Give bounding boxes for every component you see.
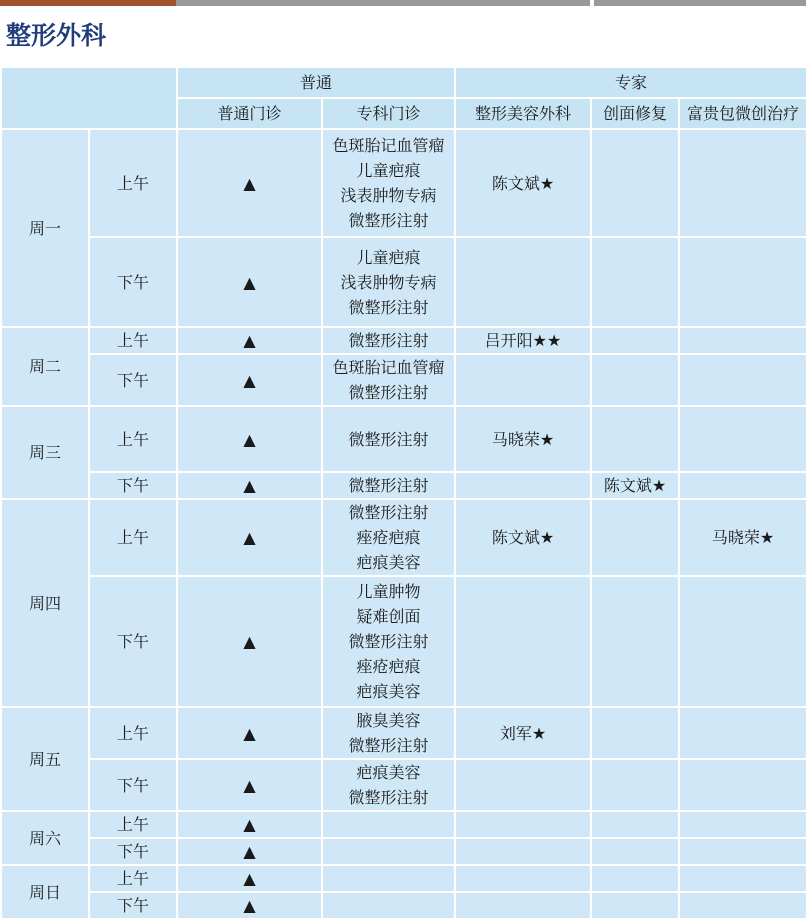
general-clinic-cell: ▲ — [177, 327, 322, 354]
plastic-surgery-cell — [455, 865, 591, 892]
specialty-item: 微整形注射 — [348, 297, 429, 317]
table-row — [1, 892, 806, 919]
schedule-table — [0, 66, 806, 920]
day-cell: 周四 — [1, 499, 89, 707]
table-row — [1, 838, 806, 865]
specialty-clinic-cell — [322, 892, 455, 919]
day-cell: 周三 — [1, 406, 89, 499]
wound-repair-cell: 陈文斌★ — [591, 472, 679, 499]
specialty-clinic-cell — [322, 327, 455, 354]
general-clinic-cell: ▲ — [177, 865, 322, 892]
minimally-invasive-cell — [679, 406, 806, 472]
specialty-item: 儿童肿物 — [356, 582, 421, 601]
specialty-item: 色斑胎记血管瘤 — [332, 358, 445, 377]
table-row — [1, 707, 806, 759]
wound-repair-cell — [591, 406, 679, 472]
day-cell: 周一 — [1, 129, 89, 327]
minimally-invasive-cell: 马晓荣★ — [679, 499, 806, 576]
table-row — [1, 129, 806, 237]
table-row — [1, 811, 806, 838]
general-clinic-cell: ▲ — [177, 472, 322, 499]
table-row — [1, 499, 806, 576]
top-accent-bar — [0, 0, 806, 6]
wound-repair-cell — [591, 892, 679, 919]
specialty-item: 色斑胎记血管瘤 — [332, 136, 445, 155]
page-title: 整形外科 — [6, 21, 107, 50]
general-clinic-cell: ▲ — [177, 237, 322, 327]
day-cell: 周二 — [1, 327, 89, 406]
specialty-item: 儿童疤痕 — [356, 247, 421, 267]
specialty-item: 疑难创面 — [356, 607, 421, 626]
accent-bar-gap — [590, 0, 594, 6]
table-row — [1, 576, 806, 707]
wound-repair-cell — [591, 707, 679, 759]
period-cell: 上午 — [89, 327, 177, 354]
plastic-surgery-cell: 马晓荣★ — [455, 406, 591, 472]
plastic-surgery-cell — [455, 472, 591, 499]
plastic-surgery-cell: 陈文斌★ — [455, 499, 591, 576]
header-specialty-clinic: 专科门诊 — [322, 98, 455, 129]
plastic-surgery-cell — [455, 354, 591, 406]
minimally-invasive-cell — [679, 354, 806, 406]
period-cell: 上午 — [89, 811, 177, 838]
accent-bar-gray — [176, 0, 806, 6]
period-cell: 上午 — [89, 129, 177, 237]
day-cell: 周六 — [1, 811, 89, 865]
specialty-clinic-cell — [322, 707, 455, 759]
period-cell: 上午 — [89, 406, 177, 472]
header-minimally-invasive: 富贵包微创治疗 — [679, 98, 806, 129]
period-cell: 下午 — [89, 576, 177, 707]
specialty-clinic-cell — [322, 472, 455, 499]
header-general-clinic: 普通门诊 — [177, 98, 322, 129]
wound-repair-cell — [591, 838, 679, 865]
plastic-surgery-cell — [455, 811, 591, 838]
specialty-clinic-cell — [322, 237, 455, 327]
plastic-surgery-cell — [455, 237, 591, 327]
table-row — [1, 759, 806, 811]
specialty-item: 疤痕美容 — [356, 763, 421, 782]
specialty-item: 微整形注射 — [348, 331, 429, 350]
general-clinic-cell: ▲ — [177, 892, 322, 919]
specialty-clinic-cell — [322, 499, 455, 576]
day-cell: 周日 — [1, 865, 89, 919]
specialty-item: 疤痕美容 — [356, 553, 421, 572]
header-wound-repair: 创面修复 — [591, 98, 679, 129]
wound-repair-cell — [591, 811, 679, 838]
specialty-item: 浅表肿物专病 — [340, 186, 437, 205]
table-row — [1, 865, 806, 892]
table-row — [1, 327, 806, 354]
specialty-item: 微整形注射 — [348, 476, 429, 495]
wound-repair-cell — [591, 865, 679, 892]
plastic-surgery-cell — [455, 759, 591, 811]
minimally-invasive-cell — [679, 472, 806, 499]
plastic-surgery-cell: 吕开阳★★ — [455, 327, 591, 354]
minimally-invasive-cell — [679, 707, 806, 759]
general-clinic-cell: ▲ — [177, 707, 322, 759]
general-clinic-cell: ▲ — [177, 129, 322, 237]
general-clinic-cell: ▲ — [177, 354, 322, 406]
specialty-item: 儿童疤痕 — [356, 161, 421, 180]
specialty-clinic-cell — [322, 129, 455, 237]
wound-repair-cell — [591, 237, 679, 327]
plastic-surgery-cell — [455, 576, 591, 707]
plastic-surgery-cell: 陈文斌★ — [455, 129, 591, 237]
wound-repair-cell — [591, 354, 679, 406]
specialty-item: 微整形注射 — [348, 211, 429, 230]
wound-repair-cell — [591, 327, 679, 354]
header-group-expert: 专家 — [455, 67, 806, 98]
specialty-item: 微整形注射 — [348, 736, 429, 755]
table-row — [1, 237, 806, 327]
specialty-clinic-cell — [322, 759, 455, 811]
minimally-invasive-cell — [679, 237, 806, 327]
specialty-item: 痤疮疤痕 — [356, 657, 421, 676]
specialty-item: 微整形注射 — [348, 383, 429, 402]
minimally-invasive-cell — [679, 129, 806, 237]
wound-repair-cell — [591, 576, 679, 707]
minimally-invasive-cell — [679, 576, 806, 707]
general-clinic-cell: ▲ — [177, 499, 322, 576]
wound-repair-cell — [591, 759, 679, 811]
specialty-item: 微整形注射 — [348, 632, 429, 651]
plastic-surgery-cell: 刘军★ — [455, 707, 591, 759]
minimally-invasive-cell — [679, 759, 806, 811]
general-clinic-cell: ▲ — [177, 759, 322, 811]
specialty-clinic-cell — [322, 406, 455, 472]
period-cell: 上午 — [89, 707, 177, 759]
minimally-invasive-cell — [679, 327, 806, 354]
general-clinic-cell: ▲ — [177, 576, 322, 707]
general-clinic-cell: ▲ — [177, 811, 322, 838]
header-plastic-surgery: 整形美容外科 — [455, 98, 591, 129]
specialty-item: 浅表肿物专病 — [340, 272, 437, 292]
period-cell: 下午 — [89, 892, 177, 919]
specialty-item: 腋臭美容 — [356, 711, 421, 730]
minimally-invasive-cell — [679, 838, 806, 865]
plastic-surgery-cell — [455, 838, 591, 865]
wound-repair-cell — [591, 499, 679, 576]
plastic-surgery-cell — [455, 892, 591, 919]
specialty-item: 疤痕美容 — [356, 682, 421, 701]
table-row — [1, 406, 806, 472]
general-clinic-cell: ▲ — [177, 838, 322, 865]
accent-bar-brown — [0, 0, 176, 6]
specialty-item: 痤疮疤痕 — [356, 528, 421, 547]
table-row — [1, 354, 806, 406]
specialty-item: 微整形注射 — [348, 788, 429, 807]
specialty-item: 微整形注射 — [348, 503, 429, 522]
table-row — [1, 472, 806, 499]
specialty-clinic-cell — [322, 811, 455, 838]
header-corner — [1, 67, 177, 129]
period-cell: 上午 — [89, 499, 177, 576]
period-cell: 下午 — [89, 354, 177, 406]
header-row-groups — [1, 67, 806, 98]
period-cell: 下午 — [89, 237, 177, 327]
specialty-item: 微整形注射 — [348, 429, 429, 449]
specialty-clinic-cell — [322, 354, 455, 406]
day-cell: 周五 — [1, 707, 89, 811]
minimally-invasive-cell — [679, 892, 806, 919]
period-cell: 下午 — [89, 472, 177, 499]
specialty-clinic-cell — [322, 865, 455, 892]
header-group-general: 普通 — [177, 67, 455, 98]
specialty-clinic-cell — [322, 838, 455, 865]
general-clinic-cell: ▲ — [177, 406, 322, 472]
wound-repair-cell — [591, 129, 679, 237]
minimally-invasive-cell — [679, 811, 806, 838]
period-cell: 上午 — [89, 865, 177, 892]
minimally-invasive-cell — [679, 865, 806, 892]
period-cell: 下午 — [89, 759, 177, 811]
specialty-clinic-cell — [322, 576, 455, 707]
period-cell: 下午 — [89, 838, 177, 865]
